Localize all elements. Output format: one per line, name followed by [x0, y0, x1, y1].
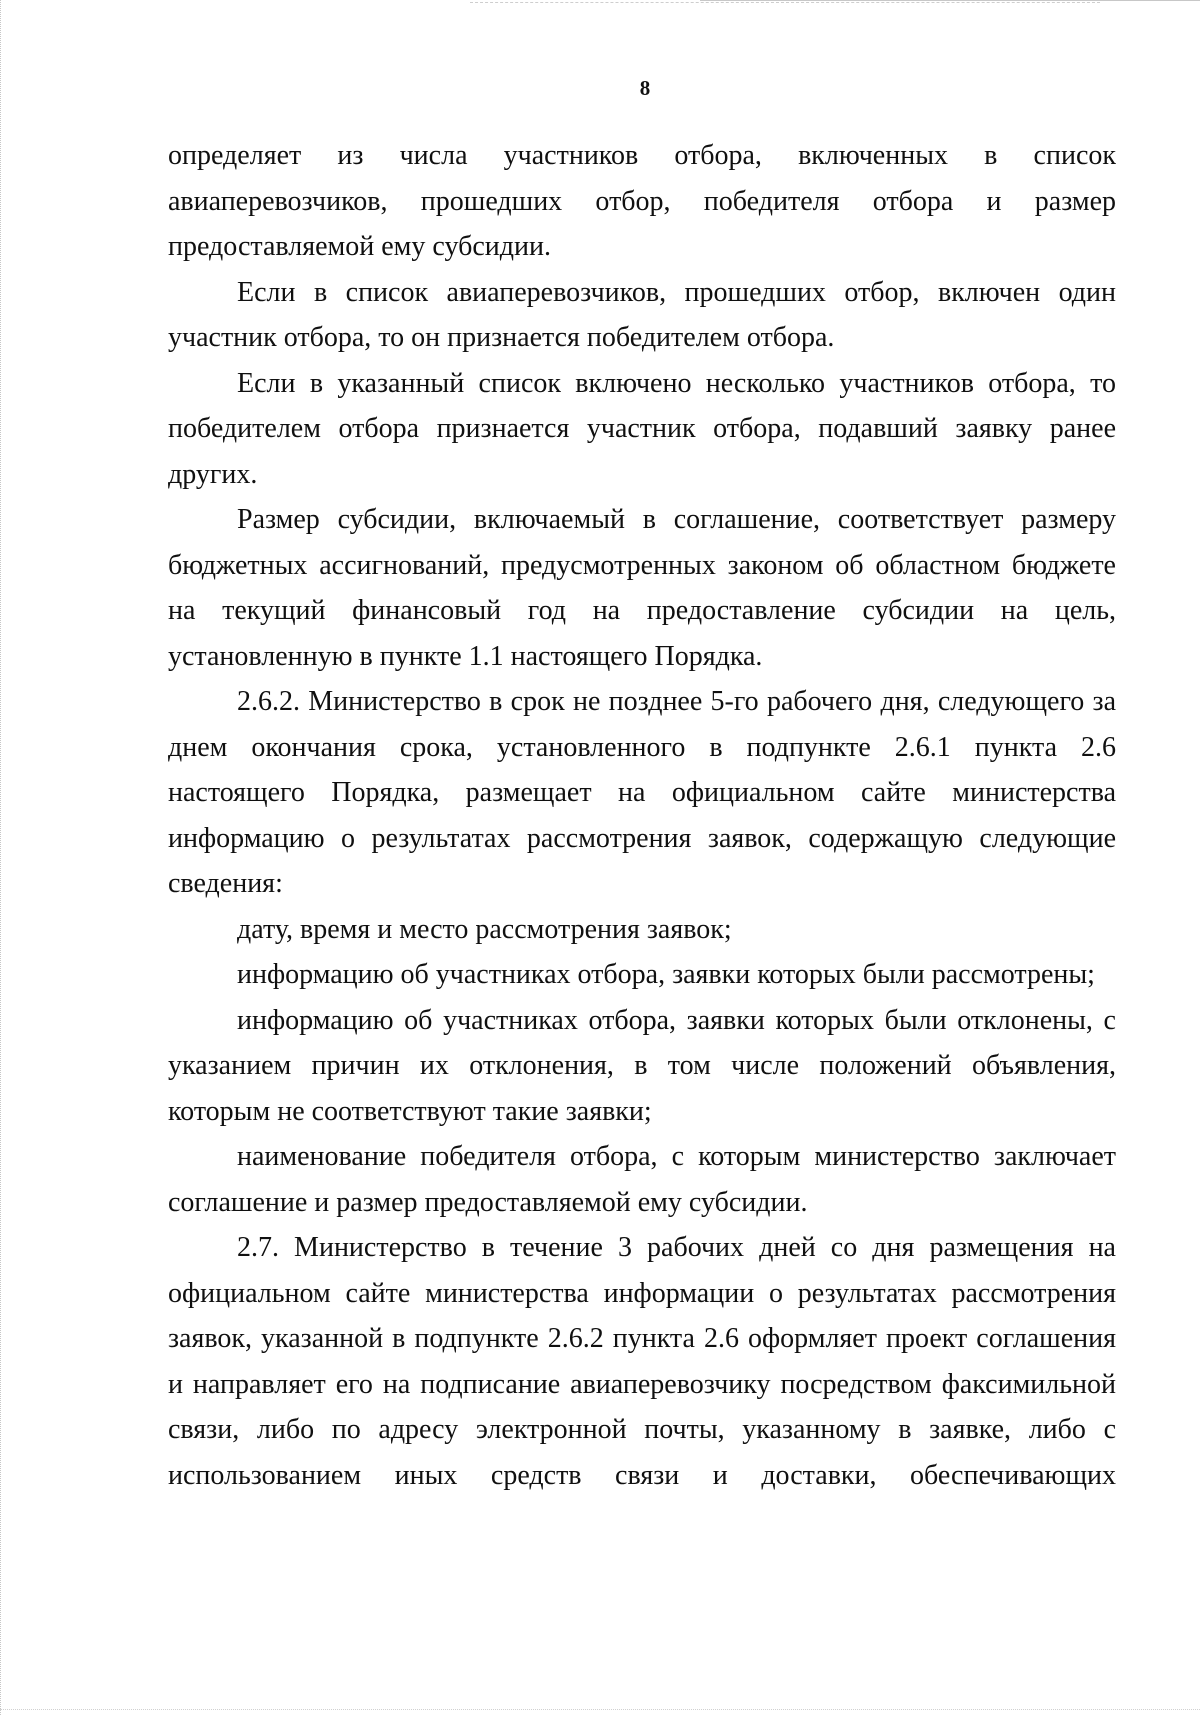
list-item-date-time-place: дату, время и место рассмотрения заявок; — [237, 913, 732, 945]
top-scan-artifact — [470, 2, 1100, 4]
paragraph-single-participant: Если в список авиаперевозчиков, прошедших отбор, включен один участник отбора, то он признается победителем отбора. — [168, 276, 1116, 353]
paragraph-section-2-6-2: 2.6.2. Министерство в срок не позднее 5-го рабочего дня, следующего за днем окончания срока, установленного в подпункте 2.6.1 пункта 2.6 настоящего Порядка, размещает на официальном сайте министерства информацию о результатах рассмотрения заявок, содержащую следующие сведения: — [168, 686, 1116, 899]
list-item-reviewed-participants: информацию об участниках отбора, заявки которых были рассмотрены; — [237, 959, 1095, 990]
top-rule — [700, 0, 1200, 1]
paragraph-subsidy-size: Размер субсидии, включаемый в соглашение, соответствует размеру бюджетных ассигнований, предусмотренных законом об областном бюджете на текущий финансовый год на предоставление субсидии на цель, установленную в пункте 1.1 настоящего Порядка. — [168, 504, 1116, 672]
bottom-scan-artifact — [0, 1709, 1200, 1711]
left-scan-edge — [0, 0, 9, 1715]
document-body — [168, 133, 1116, 1498]
list-item-winner-name: наименование победителя отбора, с которым министерство заключает соглашение и размер предоставляемой ему субсидии. — [168, 1141, 1116, 1218]
list-item-rejected-participants: информацию об участниках отбора, заявки которых были отклонены, с указанием причин их отклонения, в том числе положений объявления, которым не соответствуют такие заявки; — [168, 1004, 1116, 1127]
paragraph-section-2-7: 2.7. Министерство в течение 3 рабочих дней со дня размещения на официальном сайте министерства информации о результатах рассмотрения заявок, указанной в подпункте 2.6.2 пункта 2.6 оформляет проект соглашения и направляет его на подписание авиаперевозчику посредством факсимильной связи, либо по адресу электронной почты, указанному в заявке, либо с использованием иных средств связи и доставки, обеспечивающих — [168, 1232, 1116, 1491]
page-number: 8 — [639, 76, 651, 100]
paragraph-multiple-participants: Если в указанный список включено несколько участников отбора, то победителем отбора признается участник отбора, подавший заявку ранее других. — [168, 367, 1116, 490]
paragraph-continuation: определяет из числа участников отбора, включенных в список авиаперевозчиков, прошедших отбор, победителя отбора и размер предоставляемой ему субсидии. — [168, 140, 1116, 262]
